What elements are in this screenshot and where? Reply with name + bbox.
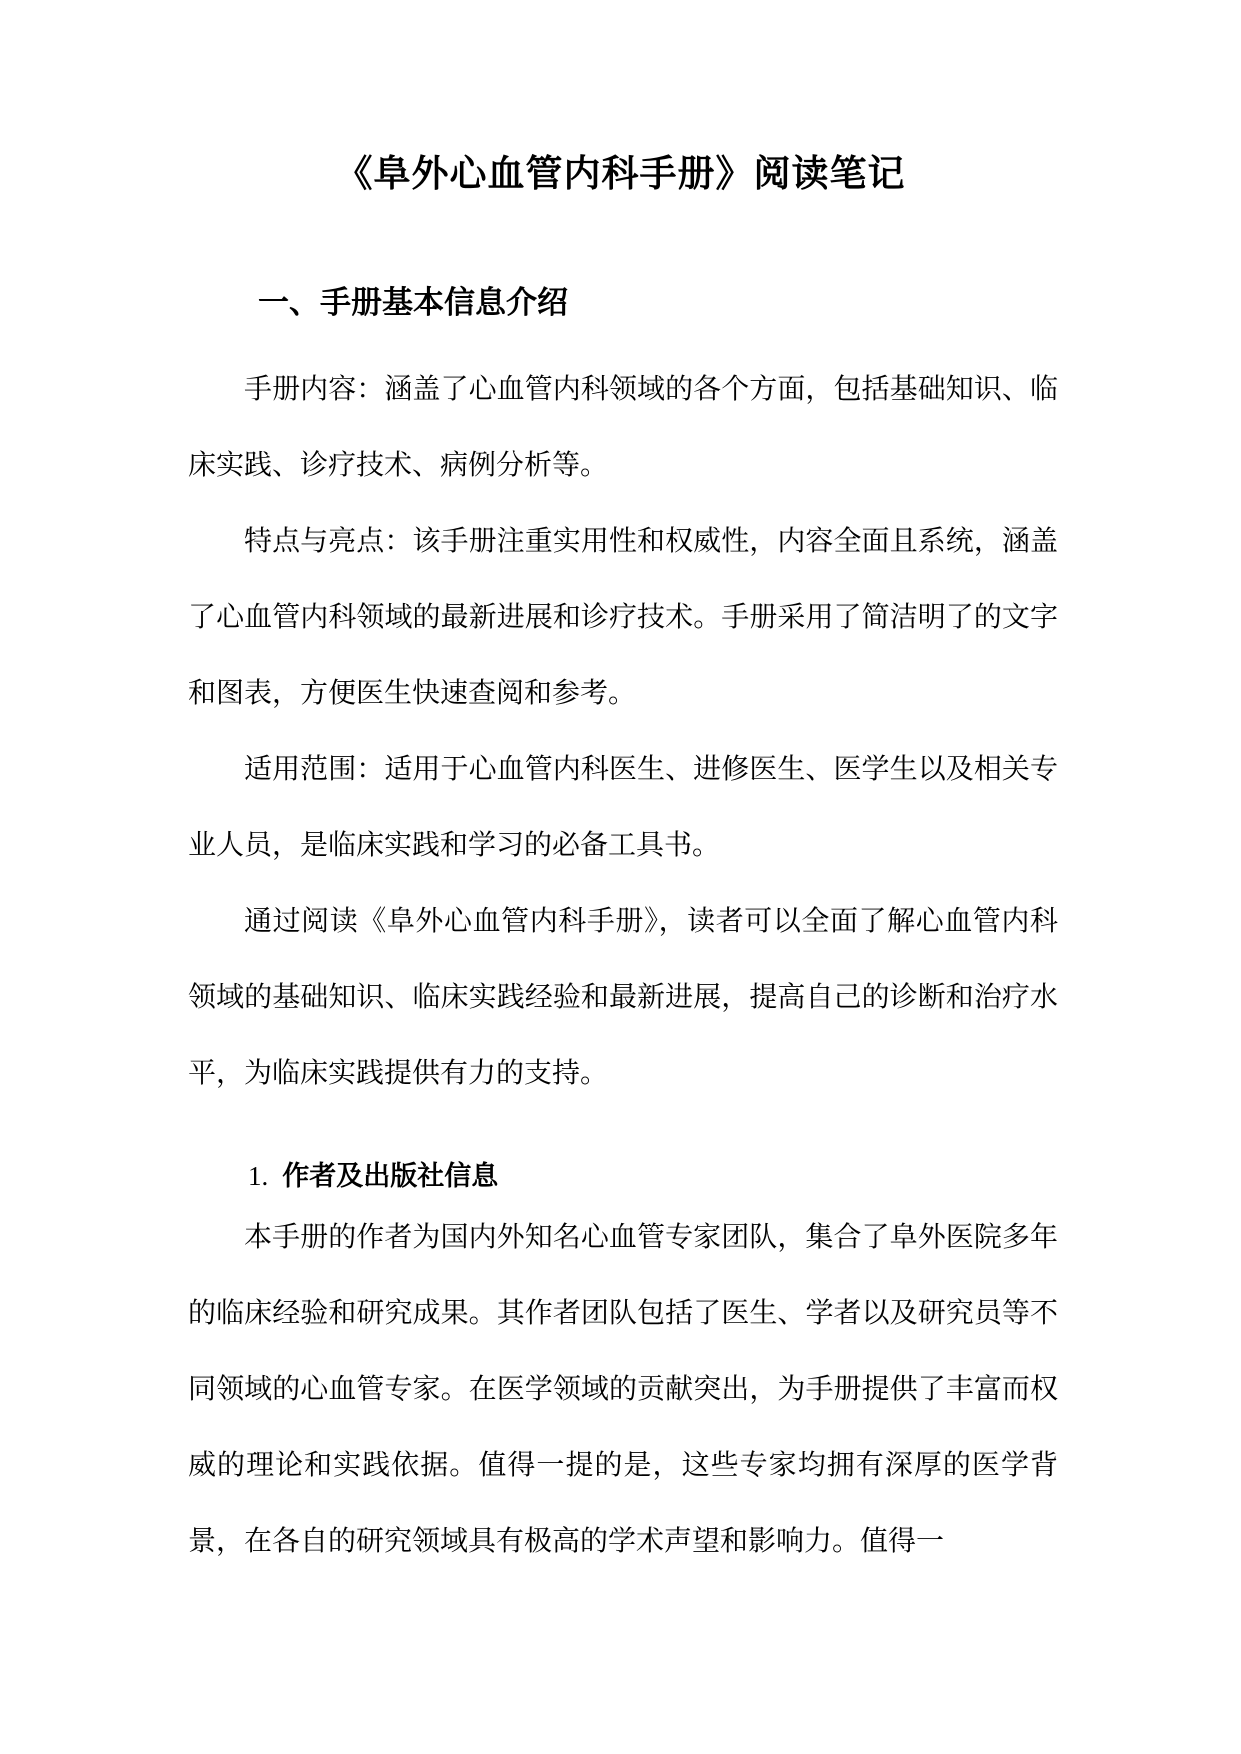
section-heading-basic-info: 一、手册基本信息介绍: [258, 285, 568, 321]
paragraph-author-info: 本手册的作者为国内外知名心血管专家团队，集合了阜外医院多年的临床经验和研究成果。其作者团队包括了医生、学者以及研究员等不同领域的心血管专家。在医学领域的贡献突出，为手册提供了丰富而权威的理论和实践依据。值得一提的是，这些专家均拥有深厚的医学背景，在各自的研究领域具有极高的学术声望和影响力。值得一: [188, 1220, 1058, 1557]
subsection-number: 1.: [248, 1161, 269, 1191]
paragraph-content: 手册内容：涵盖了心血管内科领域的各个方面，包括基础知识、临床实践、诊疗技术、病例分析等。: [188, 372, 1058, 481]
paragraph-summary: 通过阅读《阜外心血管内科手册》，读者可以全面了解心血管内科领域的基础知识、临床实践经验和最新进展，提高自己的诊断和治疗水平，为临床实践提供有力的支持。: [188, 904, 1058, 1089]
paragraph-scope: 适用范围：适用于心血管内科医生、进修医生、医学生以及相关专业人员，是临床实践和学习的必备工具书。: [188, 752, 1058, 861]
subsection-heading-author: [248, 1156, 498, 1197]
subsection-heading-text: 作者及出版社信息: [282, 1161, 499, 1192]
paragraph-features: 特点与亮点：该手册注重实用性和权威性，内容全面且系统，涵盖了心血管内科领域的最新进展和诊疗技术。手册采用了简洁明了的文字和图表，方便医生快速查阅和参考。: [188, 524, 1058, 709]
document-title: 《阜外心血管内科手册》阅读笔记: [335, 152, 906, 195]
